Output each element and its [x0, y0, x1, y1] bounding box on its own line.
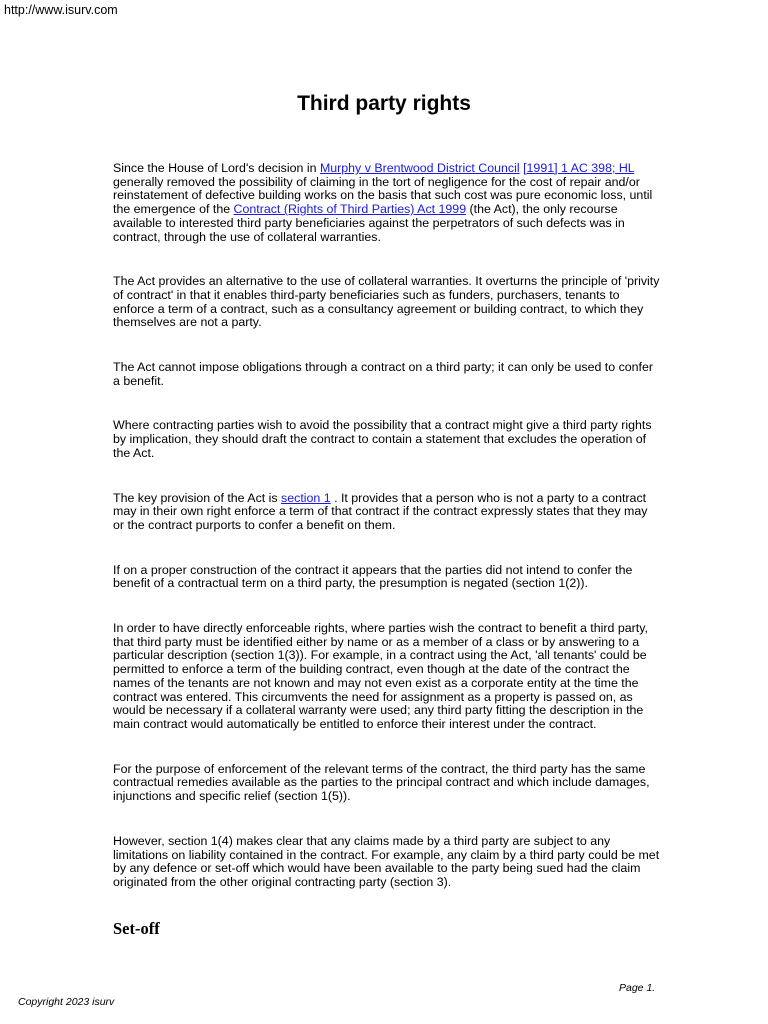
header-url: http://www.isurv.com [4, 3, 118, 17]
page-title: Third party rights [297, 92, 471, 115]
paragraph-1-text-a: Since the House of Lord's decision in [113, 161, 320, 175]
case-citation-link[interactable]: [1991] 1 AC 398; HL [523, 161, 635, 175]
section-1-link[interactable]: section 1 [281, 490, 331, 505]
paragraph-8: For the purpose of enforcement of the relevant terms of the contract, the third party has the same contractual remedies available as the parties to the principal contract and which include damages, injunctions and specific relief (section 1(5)). [113, 761, 650, 804]
paragraph-1 [113, 162, 661, 244]
murphy-case-link[interactable]: Murphy v Brentwood District Council [319, 161, 520, 175]
page-number: Page 1. [619, 982, 656, 994]
section-heading-set-off: Set-off [113, 919, 160, 938]
paragraph-6: If on a proper construction of the contract it appears that the parties did not intend to confer the benefit of a contractual term on a third party, the presumption is negated (section 1(2)). [113, 562, 633, 591]
copyright-notice: Copyright 2023 isurv [18, 996, 115, 1008]
paragraph-7: In order to have directly enforceable rights, where parties wish the contract to benefit a third party, that third party must be identified either by name or as a member of a class or by answering to a particular description (section 1(3)). For example, in a contract using the Act, 'all tenants' could be permitted to enforce a term of the building contract, even though at the date of the contract the names of the tenants are not known and may not even exist as a corporate entity at the time the contract was entered. This circumvents the need for assignment as a property is passed on, as would be necessary if a collateral warranty were used; any third party fitting the description in the main contract would automatically be entitled to enforce their interest under the contract. [113, 621, 648, 731]
paragraph-3: The Act cannot impose obligations through a contract on a third party; it can only be used to confer a benefit. [113, 360, 654, 388]
paragraph-1-text-d: (the Act), the only recourse available to interested third party beneficiaries against the perpetrators of such defects was in contract, through the use of collateral warranties. [113, 202, 625, 244]
paragraph-5 [113, 492, 661, 533]
paragraph-2: The Act provides an alternative to the use of collateral warranties. It overturns the principle of 'privity of contract' in that it enables third-party beneficiaries such as funders, purchasers, tenants to enforce a term of a contract, such as a consultancy agreement or building contract, to which they themselves are not a party. [113, 274, 660, 330]
paragraph-9: However, section 1(4) makes clear that any claims made by a third party are subject to any limitations on liability contained in the contract. For example, any claim by a third party could be met by any defence or set-off which would have been available to the party being sued had the claim originated from the other original contracting party (section 3). [113, 833, 660, 889]
paragraph-1-text-c: generally removed the possibility of claiming in the tort of negligence for the cost of repair and/or reinstatement of defective building works on the basis that such cost was pure economic loss, until the emergence of the [113, 174, 653, 217]
paragraph-5-text-a: The key provision of the Act is [113, 490, 282, 505]
paragraph-4: Where contracting parties wish to avoid the possibility that a contract might give a third party rights by implication, they should draft the contract to contain a statement that excludes the operation of the Act. [113, 418, 652, 460]
article-body [113, 162, 661, 890]
paragraph-5-text-b: . It provides that a person who is not a party to a contract may in their own right enforce a term of that contract if the contract expressly states that they may or the contract purports to confer a benefit on them. [113, 490, 648, 532]
contracts-act-link[interactable]: Contract (Rights of Third Parties) Act 1999 [233, 202, 467, 217]
